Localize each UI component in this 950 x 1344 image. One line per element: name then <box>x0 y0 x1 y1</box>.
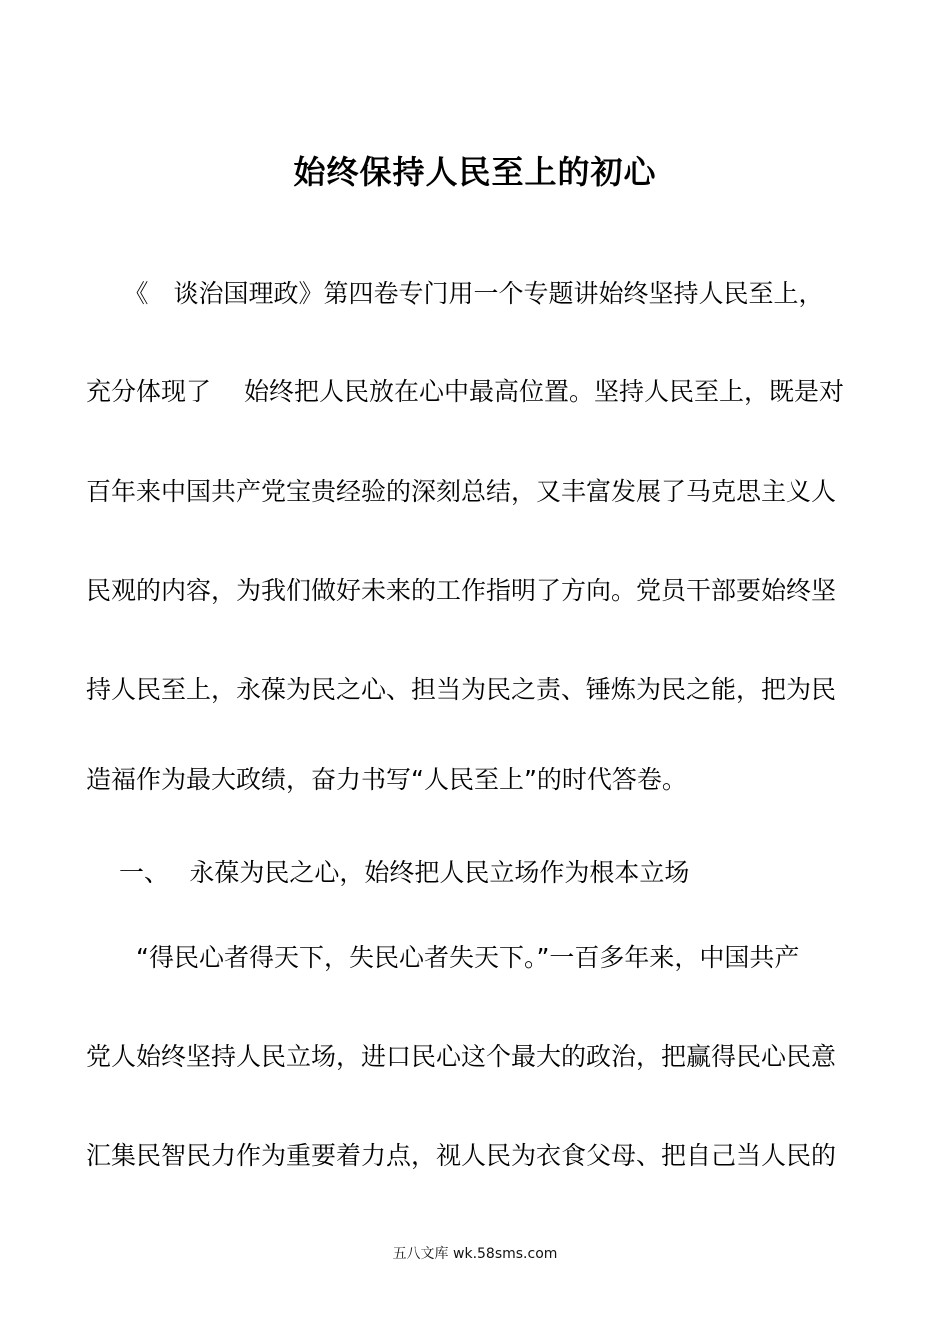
paragraph-line: 充分体现了 始终把人民放在心中最高位置。坚持人民至上，既是对 <box>86 377 844 406</box>
paragraph-line: 造福作为最大政绩，奋力书写“人民至上”的时代答卷。 <box>86 765 687 794</box>
paragraph-line: 持人民至上，永葆为民之心、担当为民之责、锤炼为民之能，把为民 <box>86 675 837 704</box>
paragraph-line: 汇集民智民力作为重要着力点，视人民为衣食父母、把自己当人民的 <box>86 1141 837 1170</box>
paragraph-line: 党人始终坚持人民立场，进口民心这个最大的政治，把赢得民心民意 <box>86 1042 837 1071</box>
section-heading: 一、 永葆为民之心，始终把人民立场作为根本立场 <box>86 858 690 887</box>
paragraph-line: “得民心者得天下，失民心者失天下。”一百多年来，中国共产 <box>86 943 800 972</box>
footer-watermark: 五八文库 wk.58sms.com <box>392 1246 558 1262</box>
paragraph-line: 百年来中国共产党宝贵经验的深刻总结，又丰富发展了马克思主义人 <box>86 477 837 506</box>
document-title: 始终保持人民至上的初心 <box>293 153 657 191</box>
paragraph-line: 民观的内容，为我们做好未来的工作指明了方向。党员干部要始终坚 <box>86 576 837 605</box>
paragraph-line: 《 谈治国理政》第四卷专门用一个专题讲始终坚持人民至上， <box>86 279 824 308</box>
